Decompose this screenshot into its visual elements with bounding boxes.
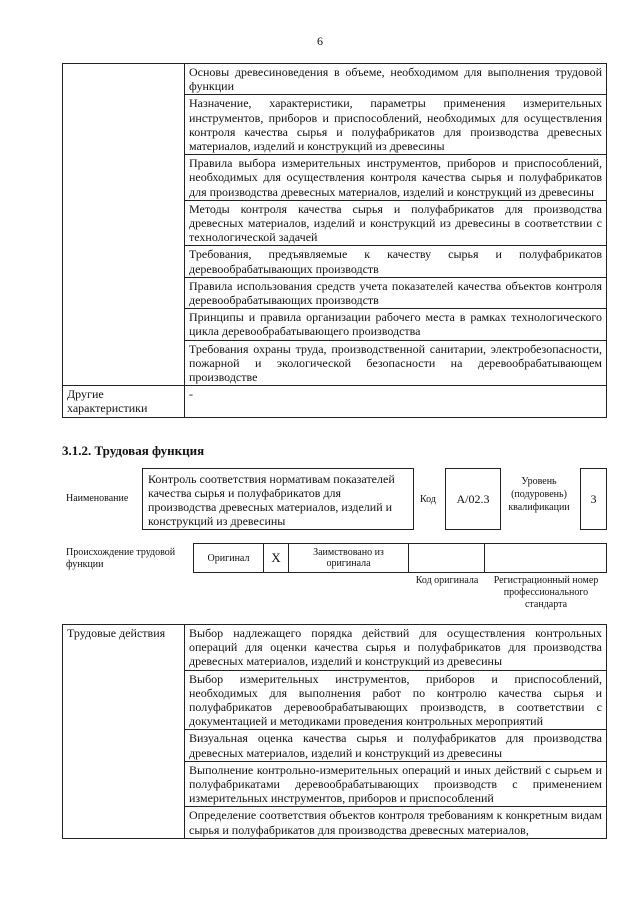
knowledge-item: Правила использования средств учета показателей качества объектов контроля деревообрабатывающих производств — [185, 277, 607, 308]
page-number: 6 — [317, 34, 323, 48]
labor-action-item: Выбор измерительных инструментов, приборов и приспособлений, необходимых для выполнения работ по контролю качества сырья и полуфабрикатов деревообрабатывающих производств, в соответствии с документацией и методиками проведения контрольных мероприятий — [185, 670, 607, 730]
knowledge-item: Назначение, характеристики, параметры применения измерительных инструментов, приборов и приспособлений, необходимых для осуществления контроля качества сырья и полуфабрикатов для производства древесных материалов, изделий и конструкций из древесины — [185, 95, 607, 155]
table-row — [63, 386, 607, 417]
origin-code-cell — [408, 543, 484, 573]
knowledge-item: Требования, предъявляемые к качеству сырья и полуфабрикатов деревообрабатывающих производств — [185, 246, 607, 277]
knowledge-item: Правила выбора измерительных инструментов, приборов и приспособлений, необходимых для осуществления контроля качества сырья и полуфабрикатов для производства древесных материалов, изделий и конструкций из древесины — [185, 155, 607, 201]
name-label: Наименование — [66, 493, 129, 504]
labor-actions-label: Трудовые действия — [63, 625, 185, 839]
knowledge-item: Требования охраны труда, производственной санитарии, электробезопасности, пожарной и экологической безопасности на деревообрабатывающем производстве — [185, 340, 607, 386]
knowledge-item: Основы древесиноведения в объеме, необходимом для выполнения трудовой функции — [185, 64, 607, 95]
labor-action-item: Выполнение контрольно-измерительных операций и иных действий с сырьем и полуфабрикатами деревообрабатывающих производств с применением измерительных инструментов, приборов и приспособлений — [185, 761, 607, 807]
origin-code-caption: Код оригинала — [415, 575, 479, 586]
labor-action-item: Визуальная оценка качества сырья и полуфабрикатов для производства древесных материалов, изделий и конструкций из древесины — [185, 730, 607, 761]
section-heading: 3.1.2. Трудовая функция — [62, 443, 205, 458]
function-name-box: Контроль соответствия нормативам показателей качества сырья и полуфабрикатов для производства древесных материалов, изделий и конструкций из древесины — [142, 468, 414, 530]
table-row — [63, 625, 607, 671]
origin-label: Происхождение трудовой функции — [66, 547, 176, 570]
origin-reg-number-cell — [484, 543, 607, 573]
qualification-level-label: Уровень (подуровень) квалификации — [508, 476, 570, 513]
knowledge-label-cell — [63, 64, 185, 386]
labor-action-item: Выбор надлежащего порядка действий для осуществления контрольных операций для оценки качества сырья и полуфабрикатов для производства древесных материалов, изделий и конструкций из древесины — [185, 625, 607, 671]
origin-row — [193, 543, 607, 573]
code-label: Код — [420, 494, 436, 505]
knowledge-item: Методы контроля качества сырья и полуфабрикатов для производства древесных материалов, изделий и конструкций из древесины в соответствии с технологической задачей — [185, 200, 607, 246]
other-characteristics-label: Другие характеристики — [63, 386, 185, 417]
origin-reg-caption: Регистрационный номер профессионального стандарта — [493, 575, 599, 610]
labor-action-item: Определение соответствия объектов контроля требованиям к конкретным видам сырья и полуфабрикатов для производства древесных материалов, — [185, 807, 607, 838]
knowledge-item: Принципы и правила организации рабочего места в рамках технологического цикла деревообрабатывающего производства — [185, 309, 607, 340]
knowledge-table — [62, 63, 607, 418]
labor-actions-table — [62, 624, 607, 839]
function-code-box: А/02.3 — [445, 468, 501, 530]
qualification-level-box: 3 — [580, 468, 607, 530]
origin-original-mark: X — [263, 543, 288, 573]
table-row — [63, 64, 607, 95]
origin-original-cell: Оригинал — [193, 543, 263, 573]
origin-borrowed-cell: Заимствовано из оригинала — [288, 543, 408, 573]
other-characteristics-value: - — [185, 386, 607, 417]
